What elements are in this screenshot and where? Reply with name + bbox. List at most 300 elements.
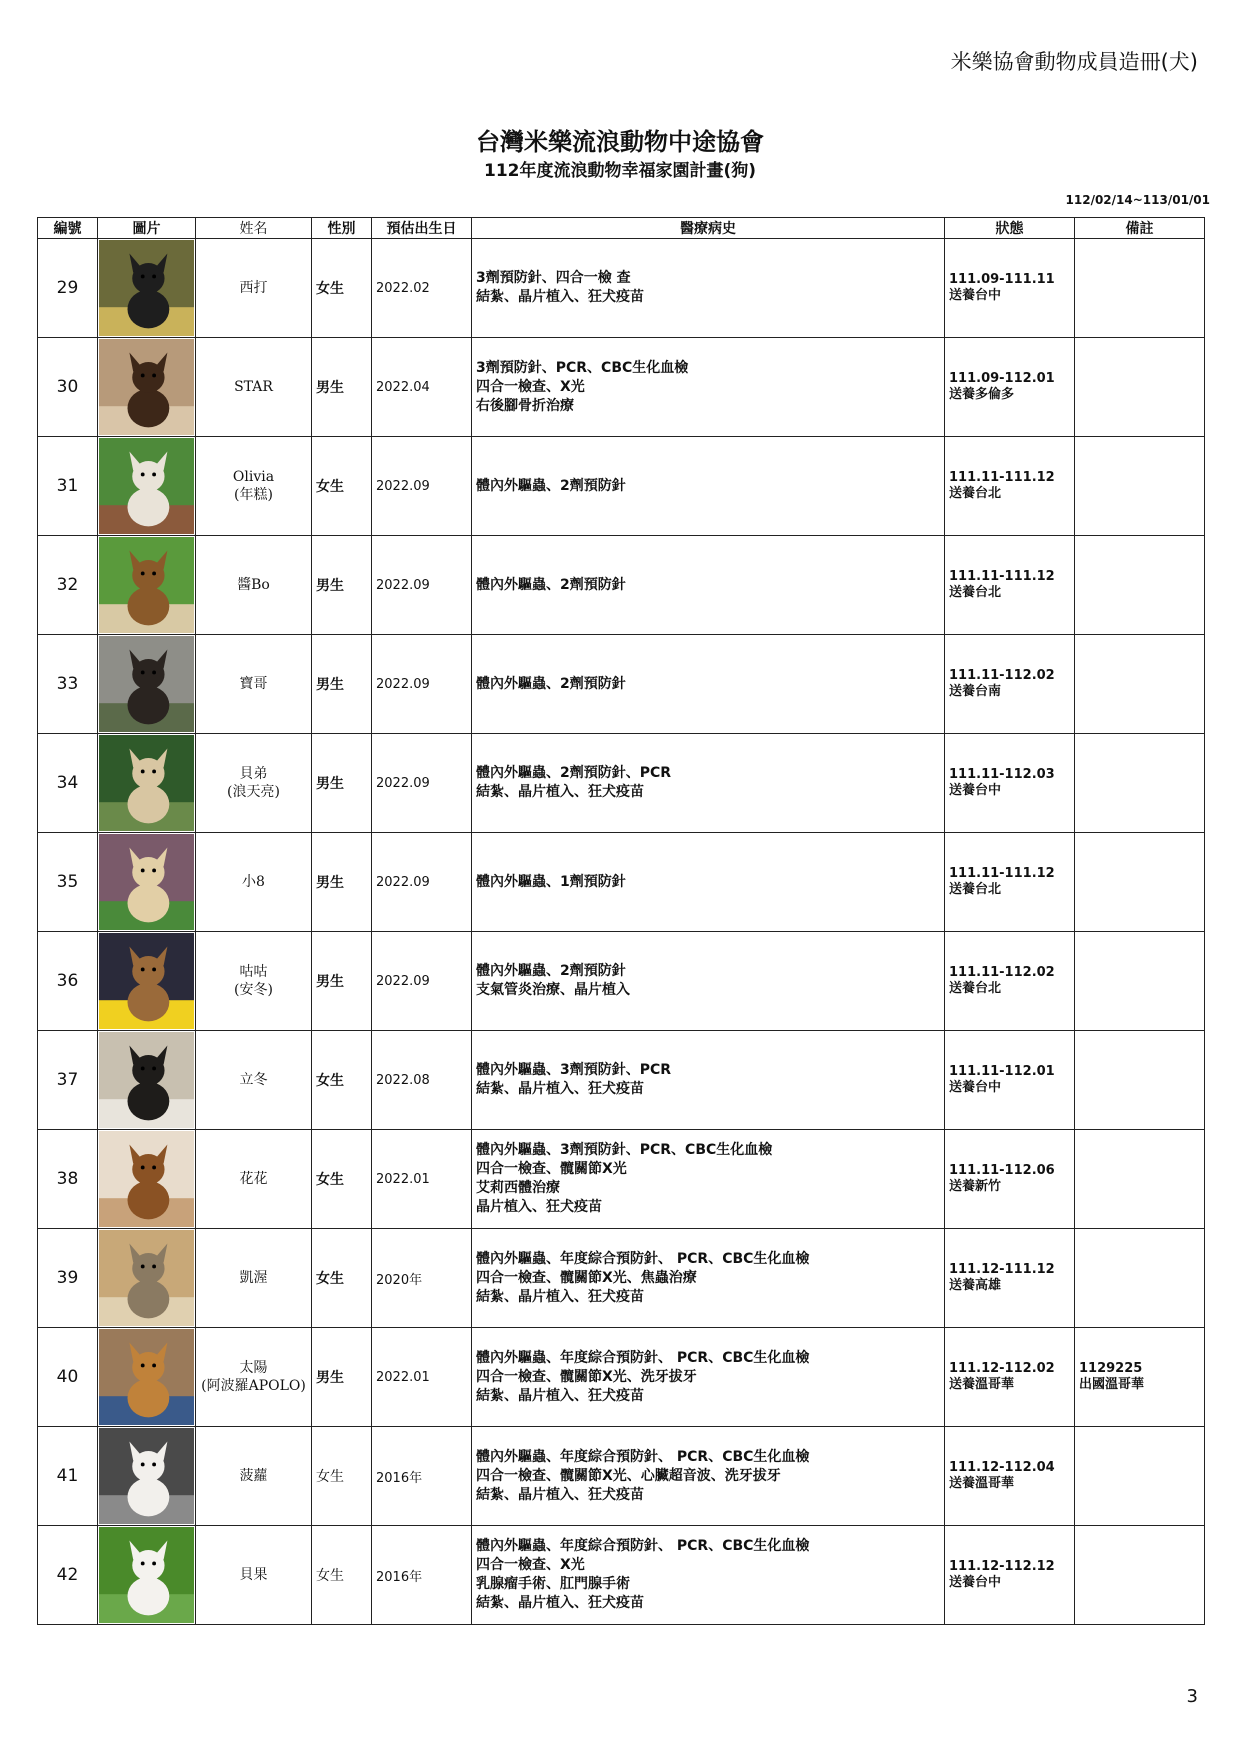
table-row <box>38 437 1205 536</box>
column-header-status: 狀態 <box>945 218 1075 239</box>
cell-note <box>1075 1427 1205 1526</box>
medical-history-line: 體內外驅蟲、3劑預防針、PCR <box>476 1062 672 1078</box>
cell-number <box>38 437 98 536</box>
status-period: 111.11-111.12 <box>949 569 1055 584</box>
cell-sex <box>312 833 372 932</box>
cell-name <box>196 1031 312 1130</box>
dog-photo <box>99 339 194 435</box>
dog-name: 醬Bo <box>237 577 270 593</box>
dog-eye-right <box>152 1364 156 1368</box>
cell-name <box>196 437 312 536</box>
dog-photo <box>99 1527 194 1623</box>
cell-note <box>1075 833 1205 932</box>
dog-sex: 男生 <box>316 578 344 594</box>
table-row <box>38 536 1205 635</box>
cell-name <box>196 338 312 437</box>
table-row <box>38 734 1205 833</box>
cell-status <box>945 1427 1075 1526</box>
status-destination: 送養台中 <box>949 1575 1002 1590</box>
cell-sex <box>312 338 372 437</box>
medical-history-line: 體內外驅蟲、3劑預防針、PCR、CBC生化血檢 <box>476 1142 773 1158</box>
cell-status <box>945 1526 1075 1625</box>
dog-photo <box>99 1131 194 1227</box>
cell-dob <box>372 338 472 437</box>
column-header-note: 備註 <box>1075 218 1205 239</box>
cell-dob <box>372 1526 472 1625</box>
dog-birth-date: 2022.09 <box>376 973 430 989</box>
dog-birth-date: 2022.09 <box>376 874 430 890</box>
cell-number <box>38 1031 98 1130</box>
medical-history-line: 體內外驅蟲、2劑預防針、PCR <box>476 765 672 781</box>
column-header-name: 姓名 <box>196 218 312 239</box>
cell-medical <box>472 833 945 932</box>
cell-name <box>196 1130 312 1229</box>
dog-name: 咕咕 <box>239 964 268 980</box>
table-row <box>38 932 1205 1031</box>
cell-name <box>196 833 312 932</box>
dog-sex: 男生 <box>316 875 344 891</box>
table-row <box>38 1328 1205 1427</box>
row-number: 32 <box>56 575 79 595</box>
dog-eye-left <box>141 1265 145 1269</box>
dog-sex: 男生 <box>316 776 344 792</box>
cell-medical <box>472 1526 945 1625</box>
dog-photo <box>99 1230 194 1326</box>
cell-photo <box>98 1229 196 1328</box>
cell-note <box>1075 1328 1205 1427</box>
cell-photo <box>98 536 196 635</box>
cell-note <box>1075 635 1205 734</box>
dog-birth-date: 2022.01 <box>376 1171 430 1187</box>
dog-eye-left <box>141 572 145 576</box>
dog-photo <box>99 636 194 732</box>
dog-alt-name: (安冬) <box>234 982 273 998</box>
dog-eye-left <box>141 1562 145 1566</box>
dog-name: 菠蘿 <box>239 1468 268 1484</box>
cell-note <box>1075 1229 1205 1328</box>
medical-history-line: 晶片植入、狂犬疫苗 <box>476 1199 602 1215</box>
cell-number <box>38 734 98 833</box>
medical-history-line: 支氣管炎治療、晶片植入 <box>476 982 630 998</box>
date-range: 112/02/14~113/01/01 <box>1065 193 1210 207</box>
medical-history-line: 艾莉西體治療 <box>476 1180 560 1196</box>
cell-medical <box>472 932 945 1031</box>
dog-sex: 女生 <box>316 1568 344 1584</box>
cell-medical <box>472 239 945 338</box>
cell-sex <box>312 1031 372 1130</box>
dog-body-shape <box>128 1181 170 1219</box>
status-period: 111.11-111.12 <box>949 470 1055 485</box>
cell-sex <box>312 1427 372 1526</box>
dog-sex: 女生 <box>316 1073 344 1089</box>
dog-photo <box>99 1428 194 1524</box>
cell-sex <box>312 536 372 635</box>
dog-body-shape <box>128 1379 170 1417</box>
dog-sex: 男生 <box>316 1370 344 1386</box>
dog-eye-left <box>141 374 145 378</box>
medical-history-line: 結紮、晶片植入、狂犬疫苗 <box>476 784 644 800</box>
cell-status <box>945 536 1075 635</box>
cell-dob <box>372 1130 472 1229</box>
medical-history-line: 體內外驅蟲、年度綜合預防針、 PCR、CBC生化血檢 <box>476 1448 810 1465</box>
cell-name <box>196 734 312 833</box>
table-row <box>38 1427 1205 1526</box>
dog-birth-date: 2022.04 <box>376 379 430 395</box>
cell-status <box>945 635 1075 734</box>
dog-eye-right <box>152 1463 156 1467</box>
cell-photo <box>98 338 196 437</box>
dog-eye-left <box>141 671 145 675</box>
dog-birth-date: 2022.09 <box>376 478 430 494</box>
cell-photo <box>98 1130 196 1229</box>
note-line: 出國溫哥華 <box>1079 1377 1145 1392</box>
cell-medical <box>472 635 945 734</box>
dog-birth-date: 2016年 <box>376 1569 423 1585</box>
table-row <box>38 239 1205 338</box>
cell-status <box>945 437 1075 536</box>
row-number: 36 <box>56 971 79 991</box>
cell-sex <box>312 635 372 734</box>
status-period: 111.11-112.03 <box>949 767 1055 782</box>
dog-eye-left <box>141 1166 145 1170</box>
status-period: 111.12-111.12 <box>949 1262 1055 1277</box>
status-period: 111.11-112.02 <box>949 965 1055 980</box>
medical-history-line: 體內外驅蟲、2劑預防針 <box>476 675 626 692</box>
cell-photo <box>98 1031 196 1130</box>
dog-eye-right <box>152 275 156 279</box>
status-destination: 送養台北 <box>949 585 1002 600</box>
cell-medical <box>472 734 945 833</box>
status-period: 111.11-112.02 <box>949 668 1055 683</box>
medical-history-line: 結紮、晶片植入、狂犬疫苗 <box>476 1486 644 1503</box>
dog-eye-right <box>152 968 156 972</box>
status-destination: 送養台南 <box>949 684 1002 699</box>
cell-photo <box>98 239 196 338</box>
medical-history-line: 體內外驅蟲、2劑預防針 <box>476 963 626 979</box>
column-header-dob: 預估出生日 <box>372 218 472 239</box>
medical-history-line: 右後腳骨折治療 <box>476 397 574 414</box>
row-number: 33 <box>56 674 79 694</box>
cell-photo <box>98 1427 196 1526</box>
dog-name: STAR <box>234 379 273 395</box>
dog-sex: 女生 <box>316 1469 344 1485</box>
cell-name <box>196 635 312 734</box>
cell-sex <box>312 734 372 833</box>
dog-sex: 女生 <box>316 479 344 495</box>
medical-history-line: 3劑預防針、PCR、CBC生化血檢 <box>476 359 689 376</box>
cell-photo <box>98 1526 196 1625</box>
dog-photo <box>99 735 194 831</box>
cell-dob <box>372 239 472 338</box>
cell-status <box>945 239 1075 338</box>
dog-body-shape <box>128 884 170 922</box>
cell-status <box>945 734 1075 833</box>
cell-photo <box>98 734 196 833</box>
cell-sex <box>312 1130 372 1229</box>
medical-history-line: 四合一檢查、髖關節X光、焦蟲治療 <box>476 1269 697 1286</box>
program-subtitle: 112年度流浪動物幸福家園計畫(狗) <box>483 161 757 181</box>
cell-number <box>38 1229 98 1328</box>
cell-number <box>38 239 98 338</box>
dog-body-shape <box>128 1082 170 1120</box>
cell-number <box>38 338 98 437</box>
cell-medical <box>472 1229 945 1328</box>
dog-photo <box>99 834 194 930</box>
medical-history-line: 四合一檢查、髖關節X光、洗牙拔牙 <box>476 1368 697 1385</box>
status-destination: 送養溫哥華 <box>949 1476 1015 1491</box>
medical-history-line: 體內外驅蟲、年度綜合預防針、 PCR、CBC生化血檢 <box>476 1349 810 1366</box>
dog-birth-date: 2022.08 <box>376 1072 430 1088</box>
cell-dob <box>372 1229 472 1328</box>
status-period: 111.11-112.01 <box>949 1064 1055 1079</box>
dog-sex: 女生 <box>316 1172 344 1188</box>
cell-number <box>38 1328 98 1427</box>
cell-name <box>196 239 312 338</box>
dog-eye-right <box>152 869 156 873</box>
dog-body-shape <box>128 1478 170 1516</box>
cell-note <box>1075 437 1205 536</box>
dog-sex: 女生 <box>316 1271 344 1287</box>
cell-note <box>1075 338 1205 437</box>
cell-status <box>945 338 1075 437</box>
dog-eye-left <box>141 1463 145 1467</box>
status-destination: 送養新竹 <box>949 1179 1002 1194</box>
cell-photo <box>98 833 196 932</box>
status-destination: 送養台北 <box>949 486 1002 501</box>
row-number: 37 <box>56 1070 79 1090</box>
cell-sex <box>312 239 372 338</box>
dog-roster-table <box>37 217 1205 1625</box>
row-number: 39 <box>56 1268 79 1288</box>
dog-body-shape <box>128 389 170 427</box>
cell-dob <box>372 734 472 833</box>
status-period: 111.12-112.02 <box>949 1361 1055 1376</box>
cell-number <box>38 833 98 932</box>
dog-alt-name: (浪天亮) <box>227 784 280 800</box>
table-row <box>38 833 1205 932</box>
table-row <box>38 1229 1205 1328</box>
cell-name <box>196 1427 312 1526</box>
cell-sex <box>312 932 372 1031</box>
cell-status <box>945 1031 1075 1130</box>
status-period: 111.12-112.04 <box>949 1460 1055 1475</box>
cell-number <box>38 1130 98 1229</box>
cell-number <box>38 635 98 734</box>
dog-eye-left <box>141 1364 145 1368</box>
cell-medical <box>472 437 945 536</box>
column-header-medical: 醫療病史 <box>472 218 945 239</box>
dog-birth-date: 2016年 <box>376 1470 423 1486</box>
dog-body-shape <box>128 983 170 1021</box>
dog-name: 西打 <box>239 280 268 296</box>
status-period: 111.12-112.12 <box>949 1559 1055 1574</box>
dog-eye-right <box>152 572 156 576</box>
cell-note <box>1075 734 1205 833</box>
cell-medical <box>472 1427 945 1526</box>
table-row <box>38 635 1205 734</box>
table-header-row <box>38 218 1205 239</box>
dog-name: Olivia <box>232 469 275 485</box>
cell-status <box>945 833 1075 932</box>
table-row <box>38 1130 1205 1229</box>
dog-birth-date: 2022.01 <box>376 1369 430 1385</box>
status-destination: 送養溫哥華 <box>949 1377 1015 1392</box>
medical-history-line: 體內外驅蟲、2劑預防針 <box>476 576 626 593</box>
status-destination: 送養台中 <box>949 288 1002 303</box>
dog-birth-date: 2020年 <box>376 1272 423 1288</box>
cell-dob <box>372 536 472 635</box>
row-number: 41 <box>56 1466 79 1486</box>
dog-eye-right <box>152 1166 156 1170</box>
dog-name: 小8 <box>242 874 265 890</box>
cell-medical <box>472 338 945 437</box>
cell-number <box>38 536 98 635</box>
dog-name: 寶哥 <box>239 676 268 692</box>
medical-history-line: 四合一檢查、髖關節X光 <box>476 1161 627 1177</box>
dog-name: 花花 <box>239 1171 268 1187</box>
column-header-photo: 圖片 <box>98 218 196 239</box>
dog-eye-right <box>152 374 156 378</box>
cell-number <box>38 932 98 1031</box>
cell-status <box>945 1328 1075 1427</box>
note-line: 1129225 <box>1079 1361 1143 1376</box>
status-destination: 送養台中 <box>949 1080 1002 1095</box>
dog-sex: 女生 <box>316 281 344 297</box>
cell-note <box>1075 536 1205 635</box>
dog-eye-left <box>141 275 145 279</box>
status-period: 111.09-112.01 <box>949 371 1055 386</box>
organization-title: 台灣米樂流浪動物中途協會 <box>476 128 764 156</box>
status-destination: 送養台北 <box>949 882 1002 897</box>
medical-history-line: 四合一檢查、X光 <box>476 378 585 395</box>
dog-birth-date: 2022.09 <box>376 577 430 593</box>
cell-sex <box>312 1526 372 1625</box>
dog-eye-left <box>141 968 145 972</box>
medical-history-line: 結紮、晶片植入、狂犬疫苗 <box>476 289 644 305</box>
status-period: 111.11-111.12 <box>949 866 1055 881</box>
medical-history-line: 3劑預防針、四合一檢 查 <box>476 270 631 286</box>
status-destination: 送養多倫多 <box>949 387 1015 402</box>
dog-birth-date: 2022.09 <box>376 775 430 791</box>
dog-birth-date: 2022.09 <box>376 676 430 692</box>
cell-note <box>1075 1130 1205 1229</box>
cell-note <box>1075 239 1205 338</box>
table-row <box>38 1031 1205 1130</box>
medical-history-line: 乳腺瘤手術、肛門腺手術 <box>476 1576 630 1592</box>
dog-photo <box>99 438 194 534</box>
medical-history-line: 結紮、晶片植入、狂犬疫苗 <box>476 1081 644 1097</box>
dog-body-shape <box>128 1280 170 1318</box>
dog-birth-date: 2022.02 <box>376 280 430 296</box>
dog-name: 立冬 <box>239 1072 268 1088</box>
row-number: 30 <box>56 377 79 397</box>
table-row <box>38 338 1205 437</box>
dog-eye-right <box>152 770 156 774</box>
cell-status <box>945 1229 1075 1328</box>
medical-history-line: 體內外驅蟲、2劑預防針 <box>476 477 626 494</box>
document-corner-label: 米樂協會動物成員造冊(犬) <box>950 50 1198 74</box>
status-destination: 送養台北 <box>949 981 1002 996</box>
column-header-sex: 性別 <box>312 218 372 239</box>
cell-sex <box>312 437 372 536</box>
dog-eye-right <box>152 1265 156 1269</box>
medical-history-line: 體內外驅蟲、年度綜合預防針、 PCR、CBC生化血檢 <box>476 1538 810 1554</box>
dog-photo <box>99 1329 194 1425</box>
dog-eye-left <box>141 473 145 477</box>
cell-medical <box>472 1031 945 1130</box>
row-number: 34 <box>56 773 79 793</box>
cell-status <box>945 1130 1075 1229</box>
cell-number <box>38 1427 98 1526</box>
cell-note <box>1075 1526 1205 1625</box>
dog-name: 太陽 <box>239 1360 268 1376</box>
cell-dob <box>372 1328 472 1427</box>
page-number: 3 <box>1186 1686 1198 1707</box>
medical-history-line: 結紮、晶片植入、狂犬疫苗 <box>476 1288 644 1305</box>
dog-eye-left <box>141 1067 145 1071</box>
cell-medical <box>472 1328 945 1427</box>
row-number: 35 <box>56 872 79 892</box>
medical-history-line: 結紮、晶片植入、狂犬疫苗 <box>476 1387 644 1404</box>
cell-dob <box>372 1031 472 1130</box>
cell-medical <box>472 1130 945 1229</box>
dog-alt-name: (年糕) <box>234 487 273 503</box>
row-number: 38 <box>56 1169 79 1189</box>
cell-dob <box>372 932 472 1031</box>
status-period: 111.11-112.06 <box>949 1163 1055 1178</box>
cell-photo <box>98 635 196 734</box>
cell-name <box>196 1526 312 1625</box>
dog-eye-right <box>152 1562 156 1566</box>
cell-number <box>38 1526 98 1625</box>
dog-body-shape <box>128 290 170 328</box>
cell-sex <box>312 1229 372 1328</box>
cell-note <box>1075 1031 1205 1130</box>
cell-name <box>196 1229 312 1328</box>
dog-eye-right <box>152 1067 156 1071</box>
medical-history-line: 四合一檢查、髖關節X光、心臟超音波、洗牙拔牙 <box>476 1467 781 1484</box>
dog-photo <box>99 240 194 336</box>
dog-eye-left <box>141 770 145 774</box>
medical-history-line: 結紮、晶片植入、狂犬疫苗 <box>476 1595 644 1611</box>
status-period: 111.09-111.11 <box>949 272 1055 287</box>
cell-name <box>196 536 312 635</box>
medical-history-line: 四合一檢查、X光 <box>476 1557 585 1573</box>
dog-sex: 男生 <box>316 380 344 396</box>
dog-alt-name: (阿波羅APOLO) <box>201 1378 306 1394</box>
cell-name <box>196 932 312 1031</box>
cell-dob <box>372 833 472 932</box>
column-header-no: 編號 <box>38 218 98 239</box>
dog-body-shape <box>128 1577 170 1615</box>
dog-sex: 男生 <box>316 677 344 693</box>
cell-sex <box>312 1328 372 1427</box>
cell-dob <box>372 1427 472 1526</box>
dog-body-shape <box>128 686 170 724</box>
dog-body-shape <box>128 587 170 625</box>
dog-eye-right <box>152 671 156 675</box>
medical-history-line: 體內外驅蟲、年度綜合預防針、 PCR、CBC生化血檢 <box>476 1250 810 1267</box>
dog-photo <box>99 933 194 1029</box>
cell-dob <box>372 437 472 536</box>
table-row <box>38 1526 1205 1625</box>
cell-note <box>1075 932 1205 1031</box>
row-number: 29 <box>56 278 79 298</box>
dog-name: 貝弟 <box>239 766 268 782</box>
row-number: 31 <box>56 476 79 496</box>
cell-photo <box>98 932 196 1031</box>
dog-sex: 男生 <box>316 974 344 990</box>
